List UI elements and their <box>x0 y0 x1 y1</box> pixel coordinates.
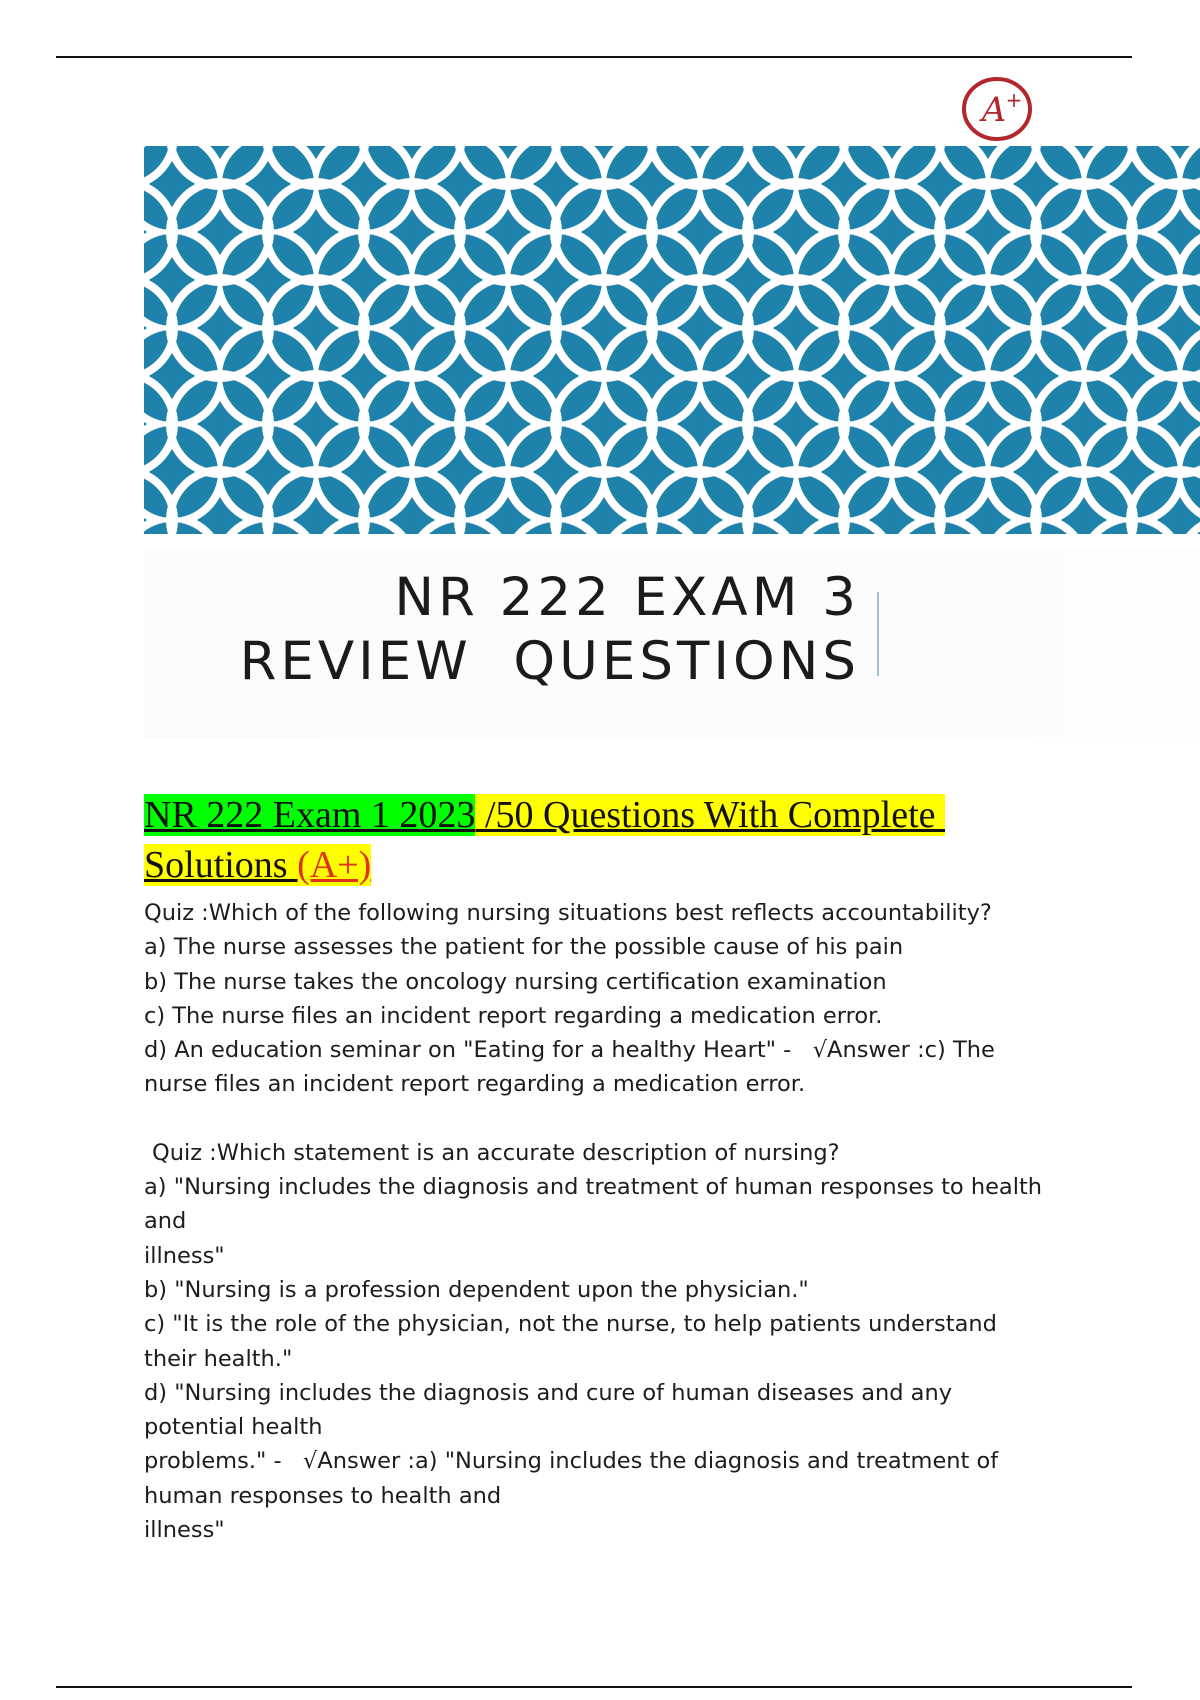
q2-option-c-line-1: c) "It is the role of the physician, not the nurse, to help patients understand <box>144 1311 997 1338</box>
heading-solutions: Solutions <box>144 844 298 886</box>
q1-option-c: c) The nurse files an incident report regarding a medication error. <box>144 1002 883 1029</box>
q2-option-d-line-1: d) "Nursing includes the diagnosis and cure of human diseases and any <box>144 1379 953 1406</box>
questions-body <box>144 896 1074 1547</box>
q2-option-a-line-3: illness" <box>144 1242 225 1269</box>
q2-answer-line-3: illness" <box>144 1517 225 1544</box>
q1-answer: nurse files an incident report regarding a medication error. <box>144 1071 806 1098</box>
q2-answer-line-1: problems." - √Answer :a) "Nursing includes the diagnosis and treatment of <box>144 1448 999 1475</box>
cover-title-line-2: REVIEW QUESTIONS <box>239 631 860 692</box>
q1-option-b: b) The nurse takes the oncology nursing certification examination <box>144 968 887 995</box>
heading-subtitle: /50 Questions With Complete <box>475 794 946 836</box>
q1-question: Quiz :Which of the following nursing situations best reflects accountability? <box>144 900 992 926</box>
q2-option-c-line-2: their health." <box>144 1345 293 1372</box>
q2-option-a-line-2: and <box>144 1208 187 1235</box>
svg-text:A: A <box>981 90 1007 130</box>
bottom-rule <box>56 1686 1132 1688</box>
document-heading <box>144 790 1024 890</box>
heading-course: NR 222 Exam 1 2023 <box>144 794 476 836</box>
q2-option-a-line-1: a) "Nursing includes the diagnosis and treatment of human responses to health <box>144 1174 1043 1201</box>
q1-option-d: d) An education seminar on "Eating for a healthy Heart" - √Answer :c) The <box>144 1037 995 1064</box>
a-plus-stamp-icon <box>960 74 1034 144</box>
q1-option-a: a) The nurse assesses the patient for the possible cause of his pain <box>144 934 904 961</box>
cover-pattern-banner <box>144 146 1200 534</box>
svg-text:+: + <box>1005 88 1023 112</box>
cover-title-line-1: NR 222 EXAM 3 <box>394 567 860 628</box>
q2-option-d-line-2: potential health <box>144 1414 323 1441</box>
top-rule <box>56 56 1132 58</box>
q2-option-b: b) "Nursing is a profession dependent upon the physician." <box>144 1276 809 1303</box>
q2-question: Quiz :Which statement is an accurate description of nursing? <box>152 1139 840 1166</box>
q2-answer-line-2: human responses to health and <box>144 1482 502 1509</box>
heading-grade: (A+) <box>297 844 372 886</box>
cover-title-panel <box>144 548 1200 738</box>
cover-accent-bar <box>877 592 879 676</box>
